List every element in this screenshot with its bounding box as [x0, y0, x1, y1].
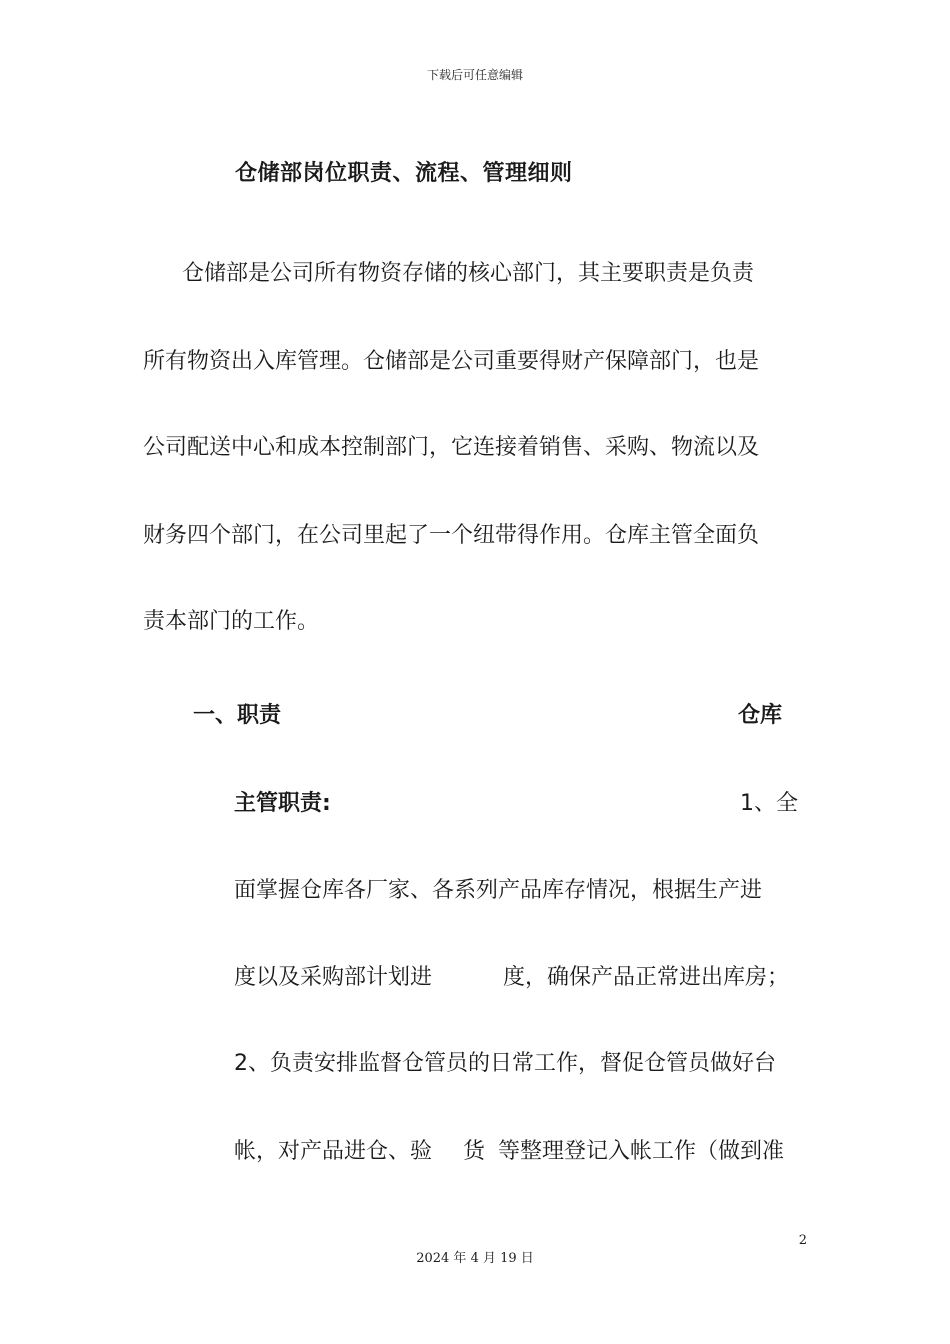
intro-line-5: 责本部门的工作。: [143, 609, 320, 634]
sub-heading: 主管职责:: [234, 791, 331, 816]
sub-heading-right: 1、全: [740, 791, 798, 816]
section-heading: 一、职责: [193, 703, 282, 728]
footer-date: 2024 年 4 月 19 日: [416, 1251, 534, 1266]
duty-line-3: 2、负责安排监督仓管员的日常工作，督促仓管员做好台: [234, 1051, 776, 1076]
intro-line-1: 仓储部是公司所有物资存储的核心部门，其主要职责是负责: [182, 261, 755, 286]
duty-line-4c: 等整理登记入帐工作（做到准: [498, 1139, 785, 1164]
section-heading-right: 仓库: [738, 703, 783, 728]
duty-line-2b: 度，确保产品正常进出库房；: [503, 965, 790, 990]
page-header: 下载后可任意编辑: [426, 68, 523, 82]
duty-line-1: 面掌握仓库各厂家、各系列产品库存情况，根据生产进: [234, 878, 763, 903]
duty-line-4a: 帐，对产品进仓、验: [234, 1139, 433, 1164]
duty-line-2a: 度以及采购部计划进: [234, 965, 433, 990]
duty-line-4b: 货: [463, 1139, 486, 1164]
document-title: 仓储部岗位职责、流程、管理细则: [235, 161, 573, 186]
intro-line-4: 财务四个部门，在公司里起了一个纽带得作用。仓库主管全面负: [143, 523, 760, 548]
page-number: 2: [798, 1233, 807, 1248]
intro-line-3: 公司配送中心和成本控制部门，它连接着销售、采购、物流以及: [143, 435, 760, 460]
intro-line-2: 所有物资出入库管理。仓储部是公司重要得财产保障部门，也是: [143, 349, 760, 374]
